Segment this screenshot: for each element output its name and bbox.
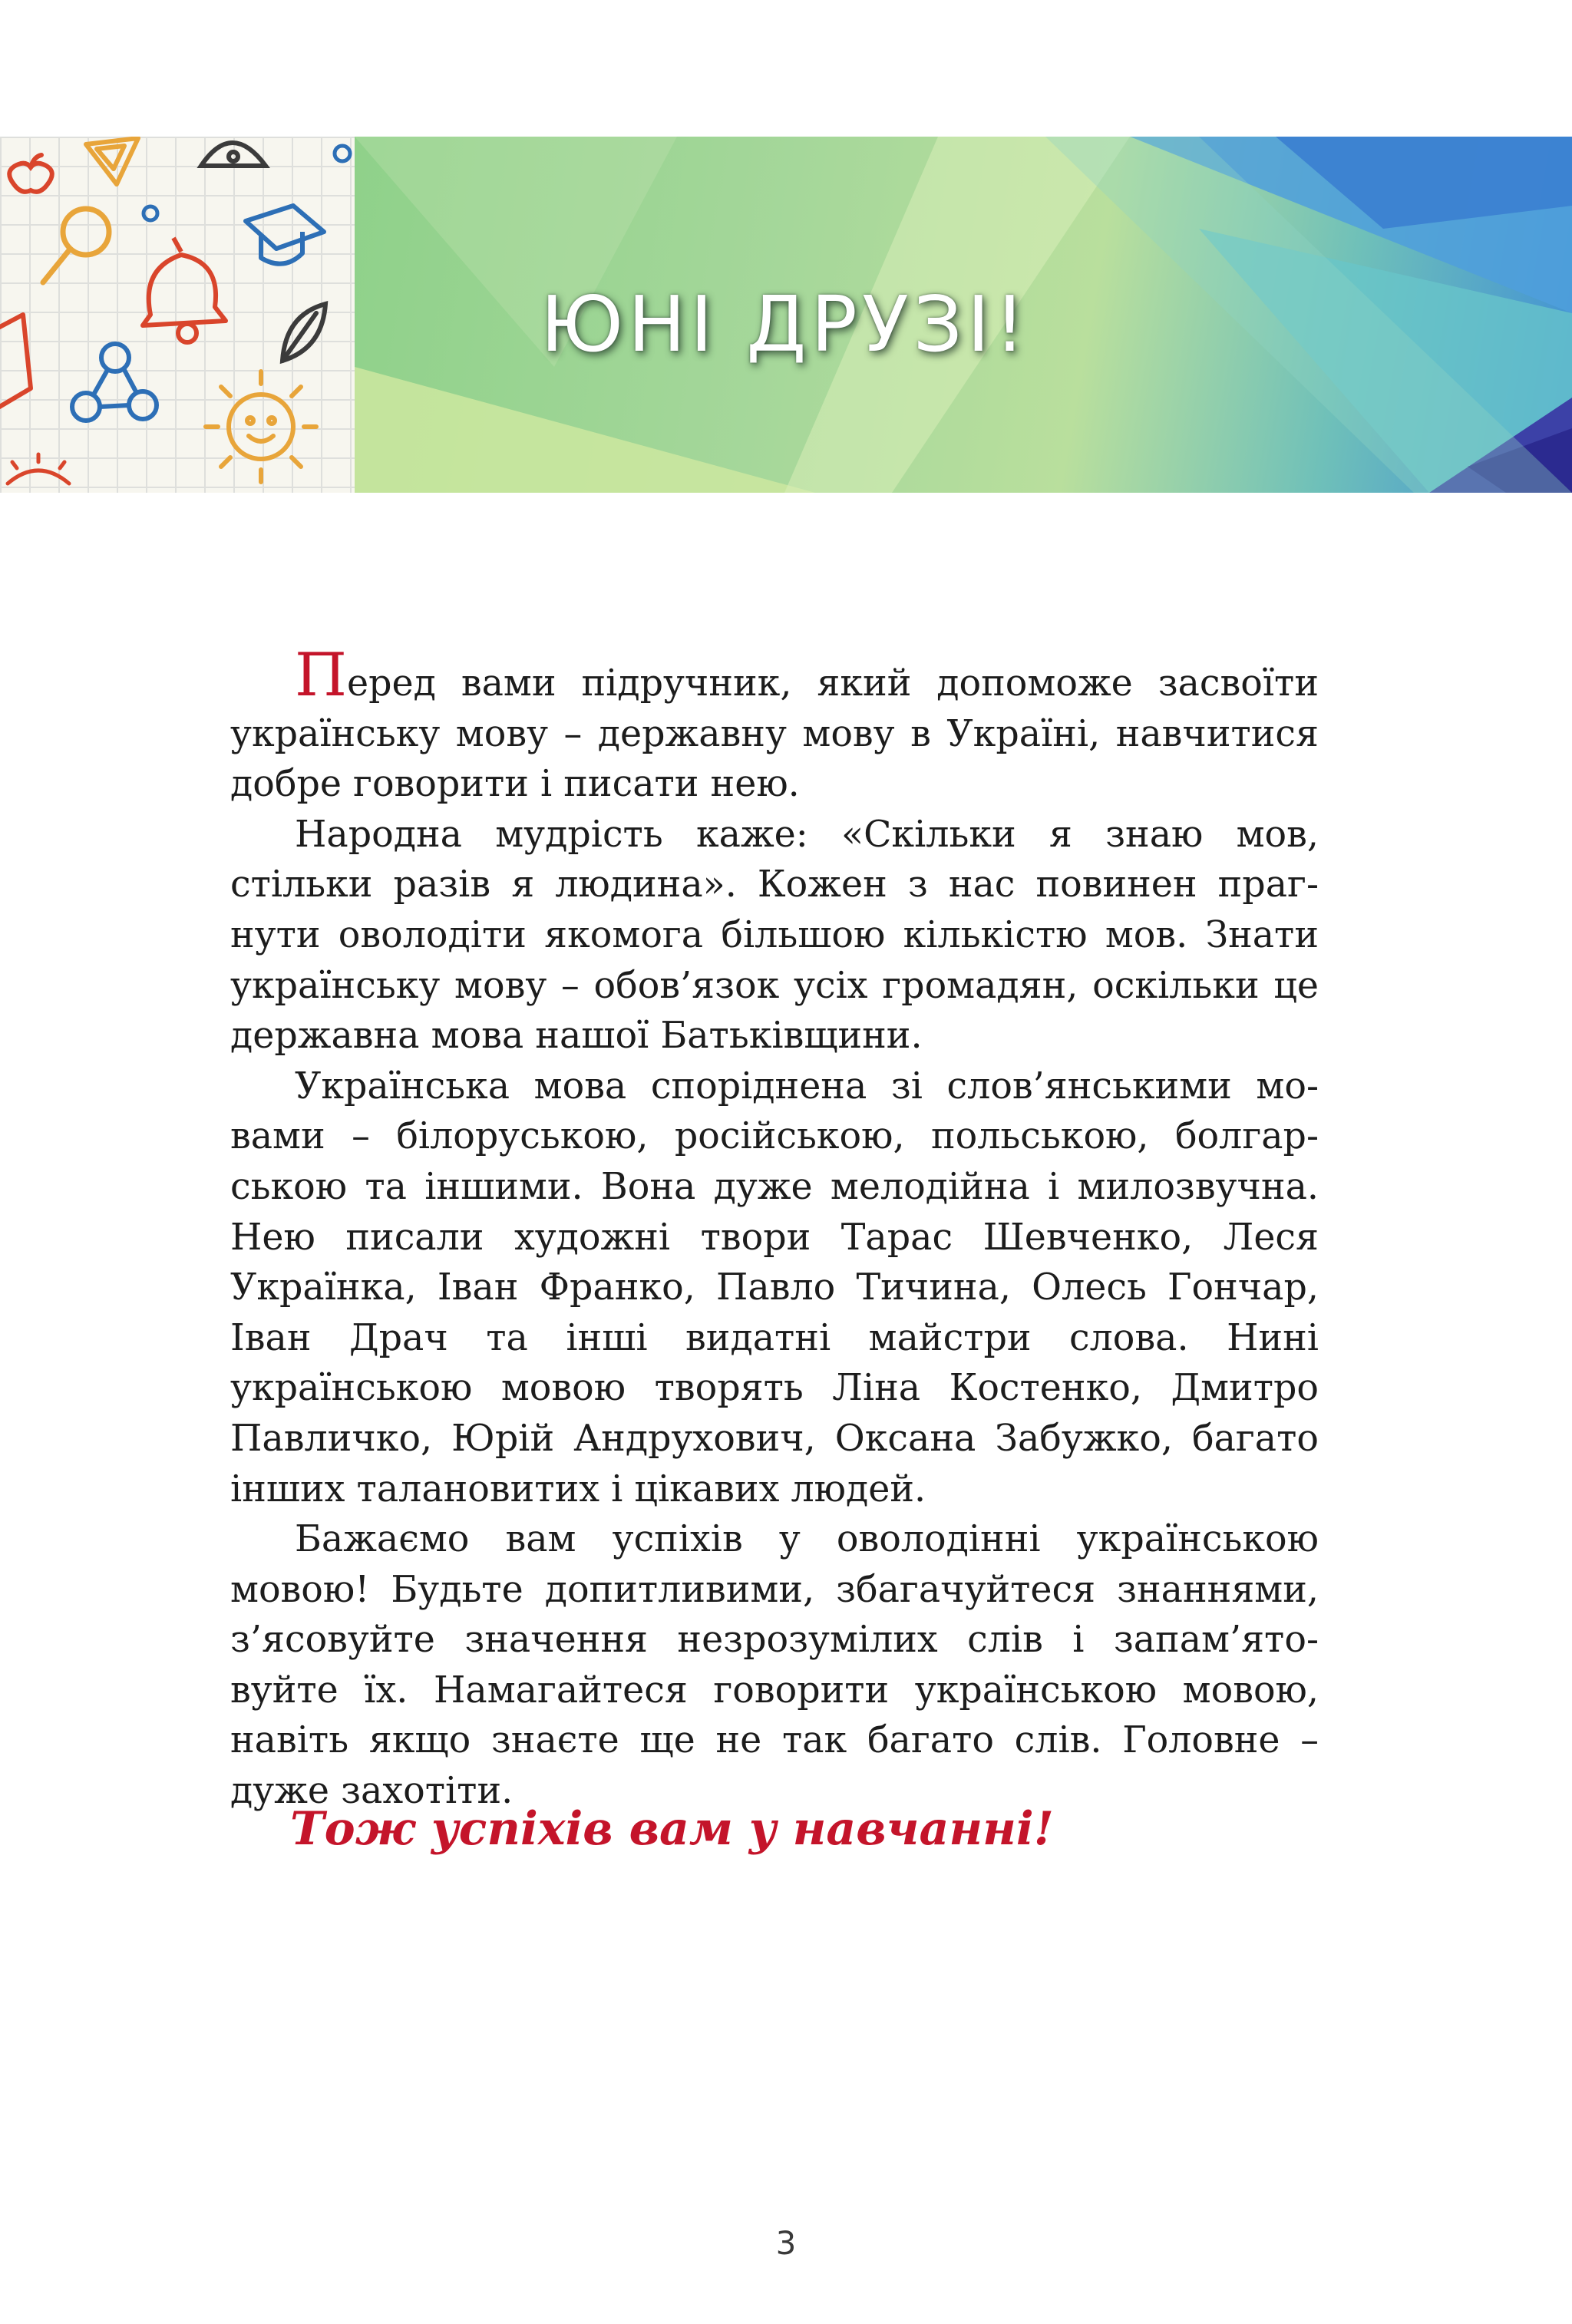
page-number: 3 bbox=[775, 2224, 797, 2262]
paragraph-1 bbox=[230, 641, 1319, 810]
title-panel bbox=[355, 137, 1572, 493]
paragraph-3: Українська мова споріднена зі слов’янськими мовами – білоруською, російською, польською, болгарською та іншими. Вона дуже мелодійна і милозвучна. Нею писали художні твори Тарас Шевченко, Леся Українка, Іван Франко, Павло Тичина, Олесь Гончар, Іван Драч та інші видатні майстри слова. Нині українською мовою творять Ліна Костенко, Дмитро Павличко, Юрій Андрухович, Оксана Забужко, багато інших талановитих і цікавих людей. bbox=[230, 1065, 1319, 1510]
banner-title: ЮНІ ДРУЗІ! bbox=[540, 279, 1030, 369]
intro-text bbox=[230, 641, 1319, 1817]
header-banner bbox=[0, 137, 1572, 493]
paragraph-4: Бажаємо вам успіхів у оволодінні українською мовою! Будьте допитливими, збагачуйтеся знаннями, з’ясовуйте значення незрозумілих слів і запам’ятовуйте їх. Намагайтеся говорити українською мовою, навіть якщо знаєте ще не так багато слів. Головне – дуже захотіти. bbox=[230, 1518, 1319, 1813]
paragraph-2: Народна мудрість каже: «Скільки я знаю мов, стільки разів я людина». Кожен з нас повинен прагнути оволодіти якомога більшою кількістю мов. Знати українську мову – обов’язок усіх громадян, оскільки це державна мова нашої Батьківщини. bbox=[230, 813, 1319, 1058]
paragraph-1-text: еред вами підручник, який допоможе засвоїти українську мову – державну мову в Україні, навчитися добре говорити і писати нею. bbox=[230, 662, 1319, 806]
drop-cap-letter: П bbox=[295, 641, 348, 710]
doodles-icon bbox=[0, 137, 355, 493]
school-doodles-illustration bbox=[0, 137, 355, 493]
closing-wish: Тож успіхів вам у навчанні! bbox=[290, 1802, 1054, 1856]
